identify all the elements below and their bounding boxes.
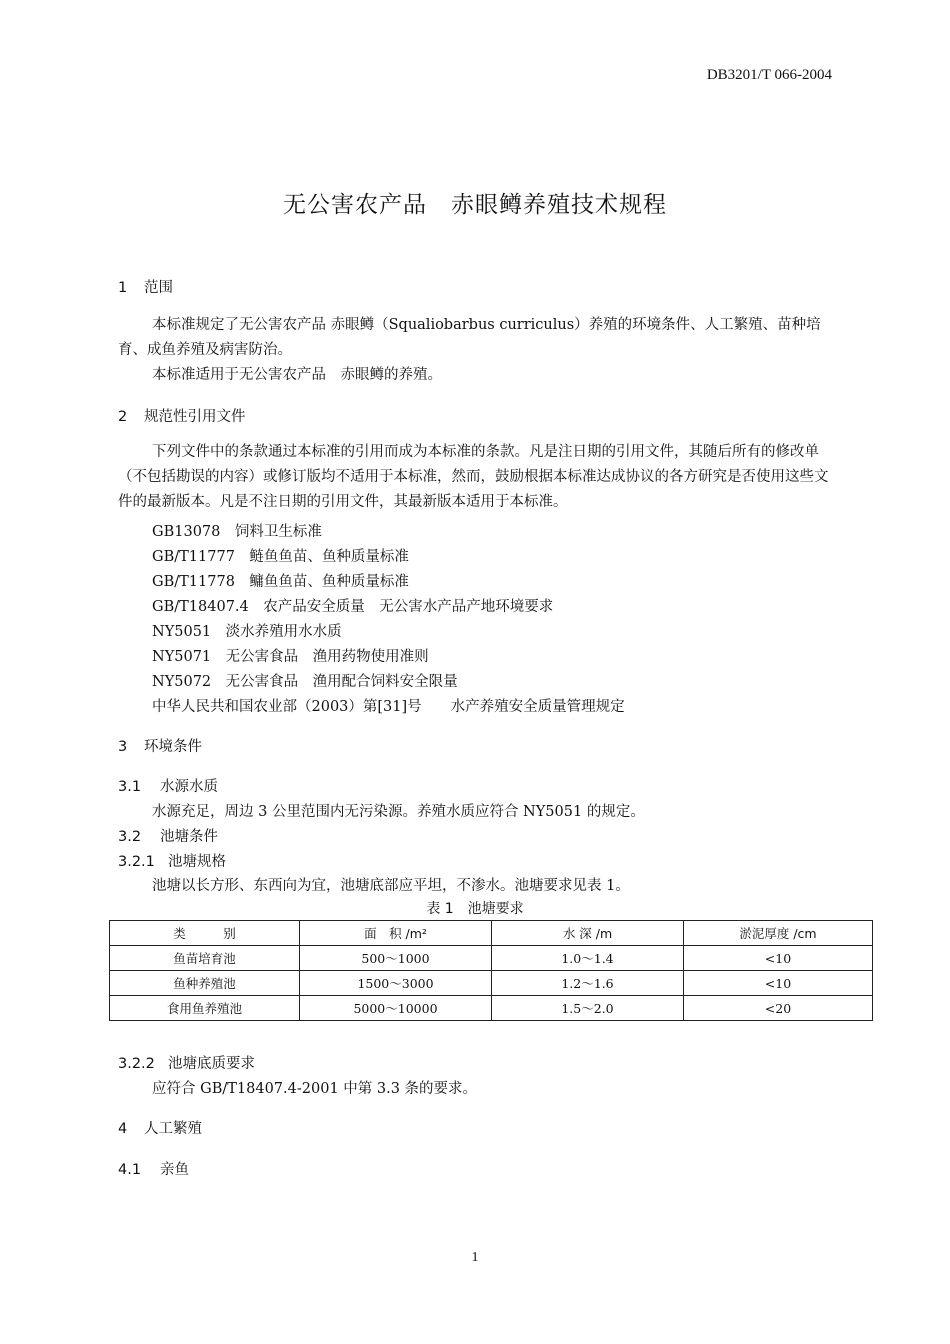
- table-cell: <10: [684, 971, 873, 996]
- table-cell: 500～1000: [300, 946, 492, 971]
- section-3-1-heading: 3.1 水源水质: [118, 779, 218, 795]
- pond-requirements-table: [109, 920, 873, 1021]
- table-cell: 5000～10000: [300, 996, 492, 1021]
- table-cell: 1.0～1.4: [492, 946, 684, 971]
- section-1-paragraph-1: 本标准规定了无公害农产品 赤眼鳟（Squaliobarbus curriculus）养殖的环境条件、人工繁殖、苗种培育、成鱼养殖及病害防治。: [118, 317, 821, 358]
- table-row: [110, 946, 873, 971]
- section-2-paragraph: 下列文件中的条款通过本标准的引用而成为本标准的条款。凡是注日期的引用文件，其随后所有的修改单（不包括勘误的内容）或修订版均不适用于本标准，然而，鼓励根据本标准达成协议的各方研究是否使用这些文件的最新版本。凡是不注日期的引用文件，其最新版本适用于本标准。: [118, 444, 829, 510]
- section-3-2-1-text: 池塘以长方形、东西向为宜，池塘底部应平坦，不渗水。池塘要求见表 1。: [152, 878, 630, 894]
- table-cell: 1500～3000: [300, 971, 492, 996]
- reference-item: 中华人民共和国农业部（2003）第[31]号 水产养殖安全质量管理规定: [152, 699, 625, 715]
- section-1-paragraph-2: 本标准适用于无公害农产品 赤眼鳟的养殖。: [152, 367, 442, 383]
- section-title: 环境条件: [144, 739, 202, 755]
- page-number: 1: [471, 1250, 479, 1265]
- section-number: 2: [118, 409, 128, 425]
- reference-item: GB/T11778 鳙鱼鱼苗、鱼种质量标准: [152, 574, 409, 590]
- section-number: 3: [118, 739, 128, 755]
- section-4-heading: [118, 1117, 202, 1138]
- section-2-heading: [118, 405, 246, 426]
- reference-item: NY5051 淡水养殖用水水质: [152, 624, 342, 640]
- standard-code: DB3201/T 066-2004: [706, 67, 832, 83]
- table-cell: <20: [684, 996, 873, 1021]
- section-number: 1: [118, 280, 128, 296]
- section-1-heading: [118, 276, 173, 297]
- table-cell: 1.2～1.6: [492, 971, 684, 996]
- section-title: 规范性引用文件: [144, 409, 246, 425]
- column-header: 面 积 /m²: [300, 921, 492, 946]
- section-3-2-2-text: 应符合 GB/T18407.4-2001 中第 3.3 条的要求。: [152, 1081, 478, 1097]
- section-title: 范围: [144, 280, 173, 296]
- column-header: 水 深 /m: [492, 921, 684, 946]
- table-cell: 鱼苗培育池: [110, 946, 300, 971]
- document-title: 无公害农产品 赤眼鳟养殖技术规程: [283, 192, 667, 218]
- section-title: 人工繁殖: [144, 1121, 202, 1137]
- table-cell: 鱼种养殖池: [110, 971, 300, 996]
- section-3-2-2-heading: 3.2.2 池塘底质要求: [118, 1056, 255, 1072]
- reference-item: GB/T11777 鲢鱼鱼苗、鱼种质量标准: [152, 549, 409, 565]
- column-header: 类 别: [110, 921, 300, 946]
- section-3-2-1-heading: 3.2.1 池塘规格: [118, 854, 226, 870]
- table-row: [110, 971, 873, 996]
- reference-item: GB13078 饲料卫生标准: [152, 524, 322, 540]
- section-number: 4: [118, 1121, 128, 1137]
- reference-item: GB/T18407.4 农产品安全质量 无公害水产品产地环境要求: [152, 599, 554, 615]
- reference-item: NY5071 无公害食品 渔用药物使用准则: [152, 649, 429, 665]
- section-3-heading: [118, 735, 202, 756]
- table-cell: <10: [684, 946, 873, 971]
- column-header: 淤泥厚度 /cm: [684, 921, 873, 946]
- section-4-1-heading: 4.1 亲鱼: [118, 1162, 189, 1178]
- table-header-row: [110, 921, 873, 946]
- table-cell: 食用鱼养殖池: [110, 996, 300, 1021]
- table-cell: 1.5～2.0: [492, 996, 684, 1021]
- section-3-1-text: 水源充足，周边 3 公里范围内无污染源。养殖水质应符合 NY5051 的规定。: [152, 804, 645, 820]
- section-3-2-heading: 3.2 池塘条件: [118, 829, 218, 845]
- table-row: [110, 996, 873, 1021]
- reference-item: NY5072 无公害食品 渔用配合饲料安全限量: [152, 674, 458, 690]
- table-caption: 表 1 池塘要求: [426, 901, 524, 917]
